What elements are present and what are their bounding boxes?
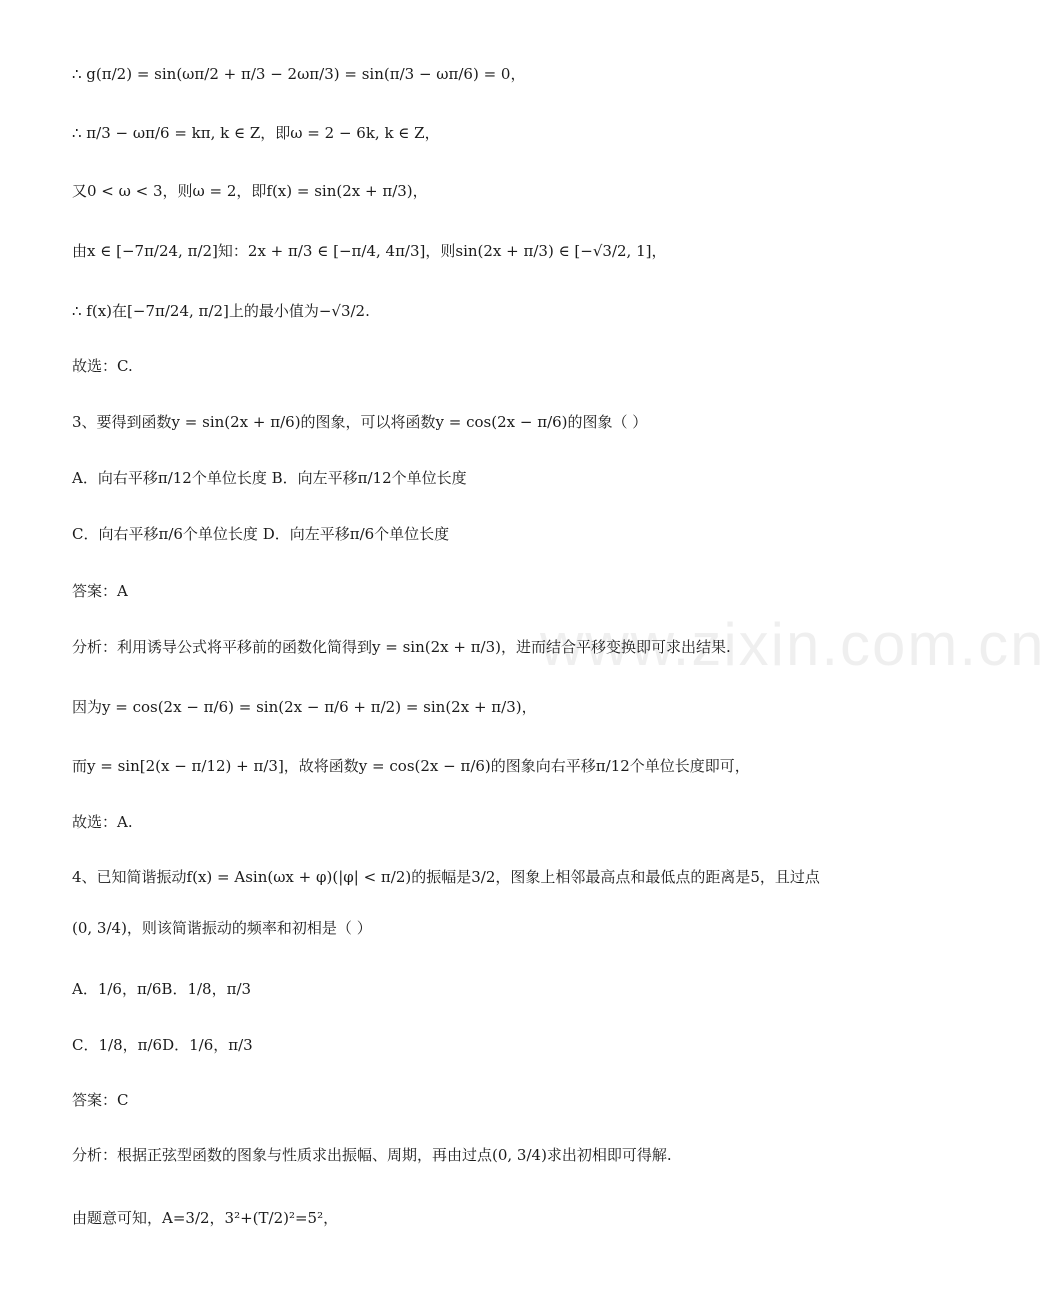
question-3-options-ab: A．向右平移π/12个单位长度 B．向左平移π/12个单位长度	[72, 469, 467, 487]
question-4-analysis: 分析：根据正弦型函数的图象与性质求出振幅、周期，再由过点(0, 3/4)求出初相即可得解.	[72, 1146, 672, 1164]
solution-line-1: ∴ g(π/2) = sin(ωπ/2 + π/3 − 2ωπ/3) = sin(π/3 − ωπ/6) = 0，	[72, 65, 526, 83]
question-3-stem: 3、要得到函数y = sin(2x + π/6)的图象，可以将函数y = cos(2x − π/6)的图象（ ）	[72, 413, 648, 431]
watermark: www.zixin.com.cn	[540, 611, 1045, 678]
question-3-options-cd: C．向右平移π/6个单位长度 D．向左平移π/6个单位长度	[72, 525, 450, 543]
question-4-step-1: 由题意可知，A=3/2，3²+(T/2)²=5²，	[72, 1209, 339, 1227]
question-3-step-2: 而y = sin[2(x − π/12) + π/3]，故将函数y = cos(2x − π/6)的图象向右平移π/12个单位长度即可，	[72, 757, 750, 775]
solution-line-3: 又0 < ω < 3，则ω = 2，即f(x) = sin(2x + π/3)，	[72, 182, 428, 200]
solution-line-2: ∴ π/3 − ωπ/6 = kπ, k ∈ Z，即ω = 2 − 6k, k ∈ Z，	[72, 124, 440, 142]
solution-line-5: ∴ f(x)在[−7π/24, π/2]上的最小值为−√3/2.	[72, 302, 370, 320]
solution-line-4: 由x ∈ [−7π/24, π/2]知：2x + π/3 ∈ [−π/4, 4π/3]，则sin(2x + π/3) ∈ [−√3/2, 1]，	[72, 242, 667, 260]
question-4-answer: 答案：C	[72, 1091, 129, 1109]
solution-choice-2: 故选：C.	[72, 357, 133, 375]
question-4-stem-2: (0, 3/4)，则该简谐振动的频率和初相是（ ）	[72, 919, 372, 937]
question-3-analysis: 分析：利用诱导公式将平移前的函数化简得到y = sin(2x + π/3)，进而结合平移变换即可求出结果.	[72, 638, 731, 656]
question-3-step-1: 因为y = cos(2x − π/6) = sin(2x − π/6 + π/2) = sin(2x + π/3)，	[72, 698, 537, 716]
question-4-options-cd: C．1/8，π/6D．1/6，π/3	[72, 1036, 253, 1054]
question-4-stem-1: 4、已知简谐振动f(x) = Asin(ωx + φ)(|φ| < π/2)的振幅是3/2，图象上相邻最高点和最低点的距离是5，且过点	[72, 868, 820, 886]
question-3-answer: 答案：A	[72, 582, 128, 600]
question-3-choice: 故选：A.	[72, 813, 133, 831]
question-4-options-ab: A．1/6，π/6B．1/8，π/3	[72, 980, 252, 998]
